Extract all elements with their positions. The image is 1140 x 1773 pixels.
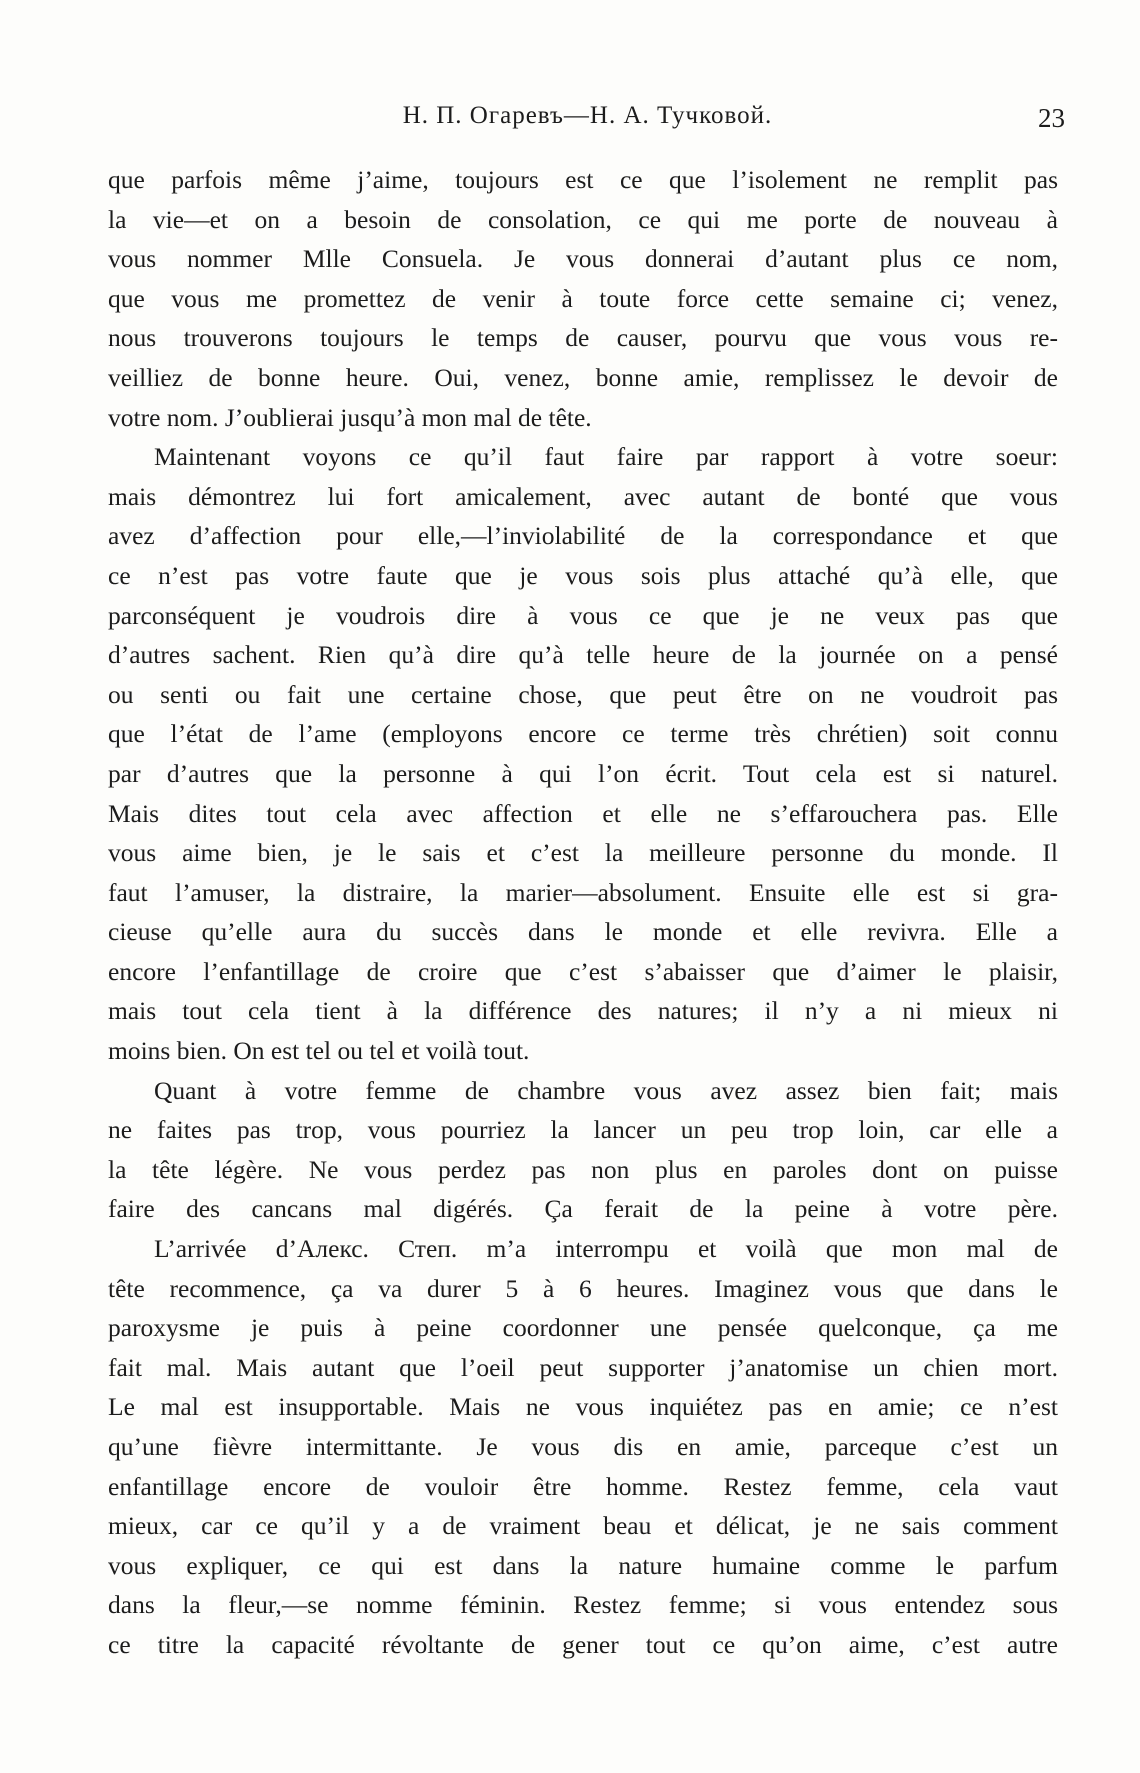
- body-text: [108, 160, 1058, 1665]
- page-header: [110, 96, 1065, 136]
- text-line: cieuse qu’elle aura du succès dans le monde et elle revivra. Elle a: [108, 917, 1058, 947]
- text-line: ce n’est pas votre faute que je vous sois plus attaché qu’à elle, que: [108, 560, 1058, 590]
- text-line: mieux, car ce qu’il y a de vraiment beau et délicat, je ne sais comment: [108, 1511, 1058, 1541]
- paragraph: [108, 1071, 1058, 1229]
- text-line: faire des cancans mal digérés. Ça ferait de la peine à votre père.: [108, 1194, 1058, 1224]
- text-line: Mais dites tout cela avec affection et elle ne s’effarouchera pas. Elle: [108, 798, 1058, 828]
- text-line: faut l’amuser, la distraire, la marier—absolument. Ensuite elle est si gra-: [108, 877, 1058, 907]
- text-line: mais tout cela tient à la différence des natures; il n’y a ni mieux ni: [108, 996, 1058, 1026]
- paragraph: [108, 1229, 1058, 1665]
- text-line: la vie—et on a besoin de consolation, ce qui me porte de nouveau à: [108, 204, 1058, 234]
- text-line: mais démontrez lui fort amicalement, avec autant de bonté que vous: [108, 481, 1058, 511]
- text-line: enfantillage encore de vouloir être homme. Restez femme, cela vaut: [108, 1471, 1058, 1501]
- running-head: Н. П. Огаревъ—Н. А. Тучковой.: [402, 102, 773, 129]
- text-line: veilliez de bonne heure. Oui, venez, bonne amie, remplissez le devoir de: [108, 362, 1058, 392]
- text-line: que parfois même j’aime, toujours est ce que l’isolement ne remplit pas: [108, 165, 1058, 194]
- text-line: par d’autres que la personne à qui l’on écrit. Tout cela est si naturel.: [108, 758, 1058, 788]
- text-line: avez d’affection pour elle,—l’inviolabilité de la correspondance et que: [108, 521, 1058, 551]
- text-line: L’arrivée d’Алекс. Степ. m’a interrompu et voilà que mon mal de: [154, 1234, 1058, 1264]
- paragraph: [108, 437, 1058, 1071]
- text-line: que l’état de l’ame (employons encore ce terme très chrétien) soit connu: [108, 719, 1058, 749]
- text-line: Maintenant voyons ce qu’il faut faire par rapport à votre soeur:: [154, 442, 1058, 472]
- text-line: ce titre la capacité révoltante de gener tout ce qu’on aime, c’est autre: [108, 1629, 1058, 1659]
- text-line: ou senti ou fait une certaine chose, que peut être on ne voudroit pas: [108, 679, 1058, 709]
- text-line: fait mal. Mais autant que l’oeil peut supporter j’anatomise un chien mort.: [108, 1352, 1058, 1382]
- text-line: d’autres sachent. Rien qu’à dire qu’à telle heure de la journée on a pensé: [108, 640, 1058, 670]
- text-line: nous trouverons toujours le temps de causer, pourvu que vous vous re-: [108, 323, 1058, 353]
- text-line: votre nom. J’oublierai jusqu’à mon mal de tête.: [108, 402, 592, 432]
- text-line: qu’une fièvre intermittante. Je vous dis en amie, parceque c’est un: [108, 1432, 1058, 1461]
- text-line: vous aime bien, je le sais et c’est la meilleure personne du monde. Il: [108, 838, 1058, 868]
- page-number: 23: [1038, 103, 1065, 133]
- text-line: moins bien. On est tel ou tel et voilà tout.: [108, 1036, 530, 1066]
- text-line: vous nommer Mlle Consuela. Je vous donnerai d’autant plus ce nom,: [108, 244, 1058, 274]
- text-line: dans la fleur,—se nomme féminin. Restez femme; si vous entendez sous: [108, 1590, 1058, 1620]
- text-line: tête recommence, ça va durer 5 à 6 heures. Imaginez vous que dans le: [108, 1273, 1058, 1303]
- text-line: paroxysme je puis à peine coordonner une pensée quelconque, ça me: [108, 1313, 1058, 1343]
- text-line: parconséquent je voudrois dire à vous ce que je ne veux pas que: [108, 600, 1058, 630]
- text-line: ne faites pas trop, vous pourriez la lancer un peu trop loin, car elle a: [108, 1115, 1058, 1145]
- paragraph: [108, 160, 1058, 437]
- text-line: vous expliquer, ce qui est dans la nature humaine comme le parfum: [108, 1550, 1058, 1580]
- text-line: Le mal est insupportable. Mais ne vous inquiétez pas en amie; ce n’est: [108, 1392, 1058, 1422]
- text-line: Quant à votre femme de chambre vous avez assez bien fait; mais: [154, 1075, 1058, 1105]
- text-line: la tête légère. Ne vous perdez pas non plus en paroles dont on puisse: [108, 1154, 1058, 1184]
- text-line: que vous me promettez de venir à toute force cette semaine ci; venez,: [108, 283, 1058, 313]
- text-line: encore l’enfantillage de croire que c’est s’abaisser que d’aimer le plaisir,: [108, 956, 1058, 986]
